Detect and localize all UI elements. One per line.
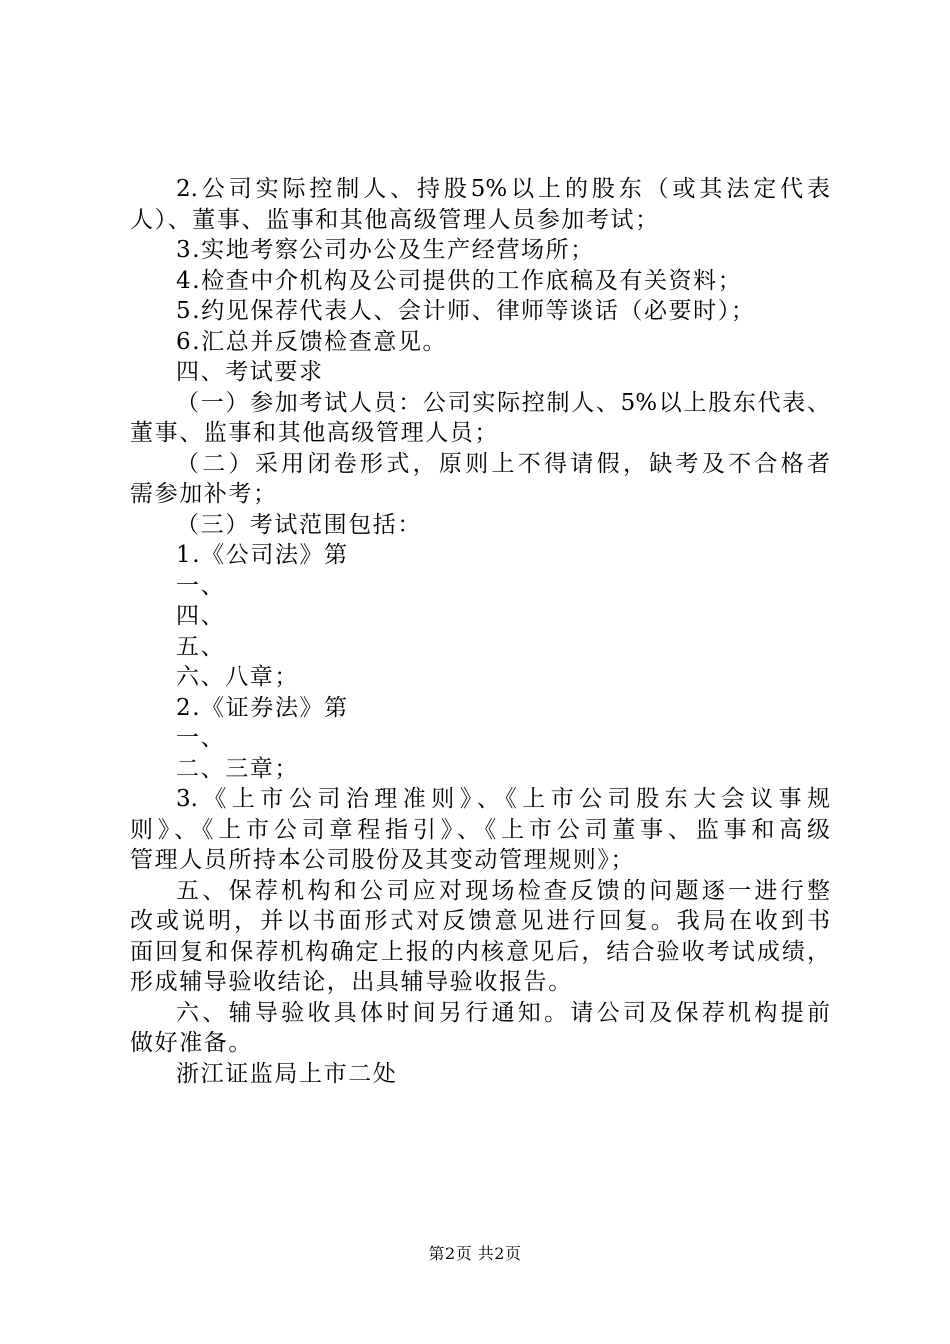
text-line: 董事、监事和其他高级管理人员； <box>130 420 499 446</box>
text-line: 面回复和保荐机构确定上报的内核意见后，结合验收考试成绩， <box>130 938 830 965</box>
text-line: 需参加补考； <box>130 481 278 507</box>
text-line: 四、 <box>176 603 226 629</box>
text-line: 2.公司实际控制人、持股5%以上的股东（或其法定代表 <box>176 176 830 202</box>
text-line: 六、辅导验收具体时间另行通知。请公司及保荐机构提前 <box>176 999 830 1026</box>
page-footer: 第2页 共2页 <box>428 1244 522 1263</box>
text-line: （一）参加考试人员：公司实际控制人、5%以上股东代表、 <box>176 389 830 416</box>
text-line: 2.《证券法》第 <box>176 694 349 721</box>
text-line: （二）采用闭卷形式，原则上不得请假，缺考及不合格者 <box>176 450 830 477</box>
text-line: 一、 <box>176 725 226 751</box>
text-line: （三）考试范围包括： <box>176 511 422 538</box>
text-line: 二、三章； <box>176 755 299 782</box>
text-line: 形成辅导验收结论，出具辅导验收报告。 <box>130 969 573 995</box>
text-line: 5.约见保荐代表人、会计师、律师等谈话（必要时）； <box>176 298 756 324</box>
text-line: 1.《公司法》第 <box>176 542 349 568</box>
text-line: 3.实地考察公司办公及生产经营场所； <box>176 237 595 263</box>
text-line: 3.《上市公司治理准则》、《上市公司股东大会议事规 <box>176 786 830 812</box>
text-line: 五、 <box>176 633 226 660</box>
text-line: 六、八章； <box>176 664 299 690</box>
text-line: 6.汇总并反馈检查意见。 <box>176 328 448 355</box>
document-body <box>130 174 830 1089</box>
text-line: 改或说明，并以书面形式对反馈意见进行回复。我局在收到书 <box>130 908 830 934</box>
text-line: 管理人员所持本公司股份及其变动管理规则》； <box>130 847 636 873</box>
text-line: 浙江证监局上市二处 <box>176 1060 398 1087</box>
text-line: 做好准备。 <box>130 1030 253 1056</box>
text-line: 则》、《上市公司章程指引》、《上市公司董事、监事和高级 <box>130 816 830 843</box>
text-line: 四、考试要求 <box>176 359 324 385</box>
text-line: 五、保荐机构和公司应对现场检查反馈的问题逐一进行整 <box>176 877 830 904</box>
text-line: 人）、董事、监事和其他高级管理人员参加考试； <box>130 206 660 233</box>
text-line: 4.检查中介机构及公司提供的工作底稿及有关资料； <box>176 267 743 294</box>
text-line: 一、 <box>176 572 226 599</box>
